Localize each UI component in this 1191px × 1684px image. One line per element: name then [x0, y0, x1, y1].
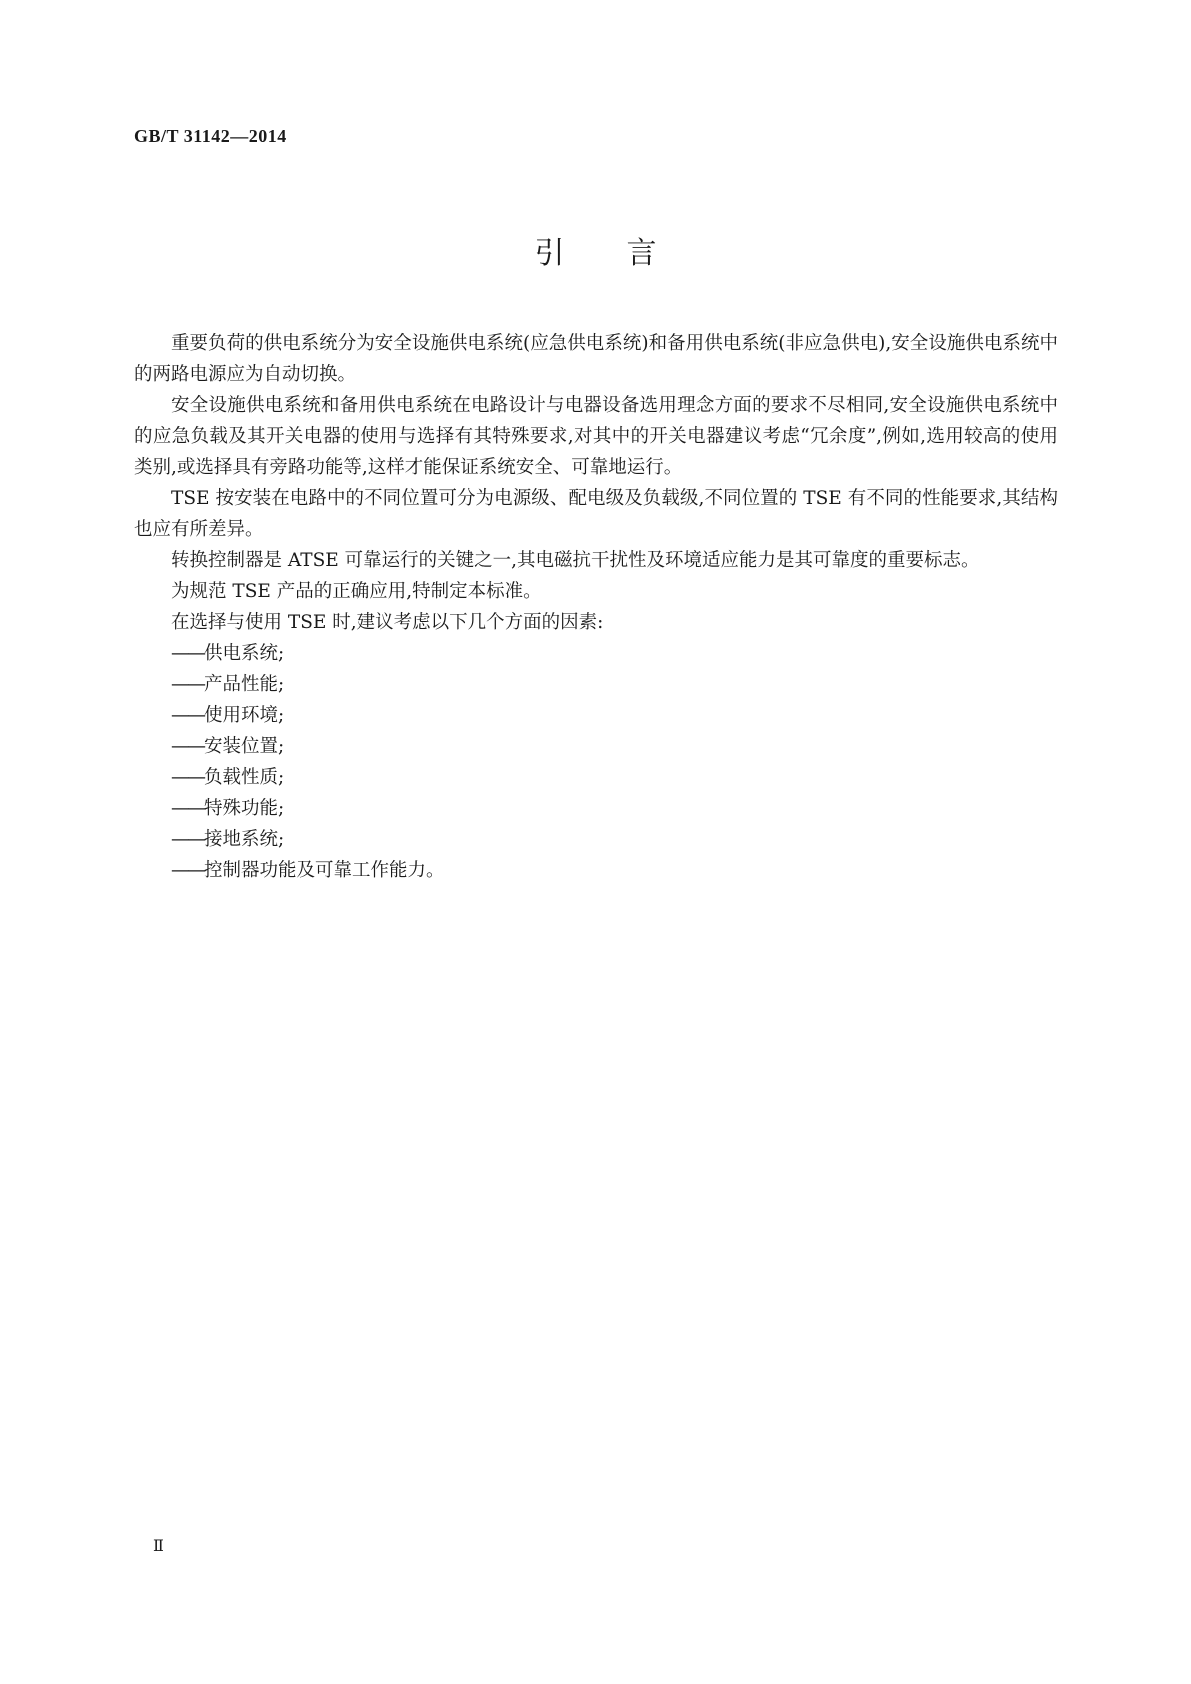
page-title: 引言 — [534, 236, 719, 271]
list-item-text: 负载性质; — [204, 767, 285, 788]
list-item — [134, 731, 1058, 762]
document-body — [134, 328, 1058, 886]
paragraph: 为规范 TSE 产品的正确应用,特制定本标准。 — [171, 581, 542, 602]
list-item-text: 控制器功能及可靠工作能力。 — [204, 860, 445, 881]
paragraph: 转换控制器是 ATSE 可靠运行的关键之一,其电磁抗干扰性及环境适应能力是其可靠度的重要标志。 — [171, 550, 980, 571]
list-item-text: 使用环境; — [204, 705, 285, 726]
list-dash: —— — [171, 798, 204, 819]
list-item-text: 接地系统; — [204, 829, 285, 850]
standard-code: GB/T 31142—2014 — [134, 126, 287, 146]
list-dash: —— — [171, 736, 204, 757]
list-dash: —— — [171, 860, 204, 881]
list-item-text: 安装位置; — [204, 736, 285, 757]
list-item — [134, 669, 1058, 700]
paragraph: 在选择与使用 TSE 时,建议考虑以下几个方面的因素: — [171, 612, 604, 633]
list-dash: —— — [171, 767, 204, 788]
list-item-text: 供电系统; — [204, 643, 285, 664]
paragraph: TSE 按安装在电路中的不同位置可分为电源级、配电级及负载级,不同位置的 TSE 有不同的性能要求,其结构也应有所差异。 — [134, 488, 1058, 540]
list-dash: —— — [171, 674, 204, 695]
list-item — [134, 638, 1058, 669]
list-item — [134, 762, 1058, 793]
list-item — [134, 700, 1058, 731]
paragraph: 安全设施供电系统和备用供电系统在电路设计与电器设备选用理念方面的要求不尽相同,安全设施供电系统中的应急负载及其开关电器的使用与选择有其特殊要求,对其中的开关电器建议考虑“冗余度”,例如,选用较高的使用类别,或选择具有旁路功能等,这样才能保证系统安全、可靠地运行。 — [134, 395, 1058, 478]
list-item — [134, 793, 1058, 824]
list-dash: —— — [171, 829, 204, 850]
list-item-text: 产品性能; — [204, 674, 285, 695]
list-dash: —— — [171, 643, 204, 664]
page-number: Ⅱ — [153, 1538, 164, 1555]
paragraph: 重要负荷的供电系统分为安全设施供电系统(应急供电系统)和备用供电系统(非应急供电),安全设施供电系统中的两路电源应为自动切换。 — [134, 333, 1058, 385]
factor-list — [134, 638, 1058, 886]
list-item — [134, 824, 1058, 855]
list-item — [134, 855, 1058, 886]
list-item-text: 特殊功能; — [204, 798, 285, 819]
list-dash: —— — [171, 705, 204, 726]
